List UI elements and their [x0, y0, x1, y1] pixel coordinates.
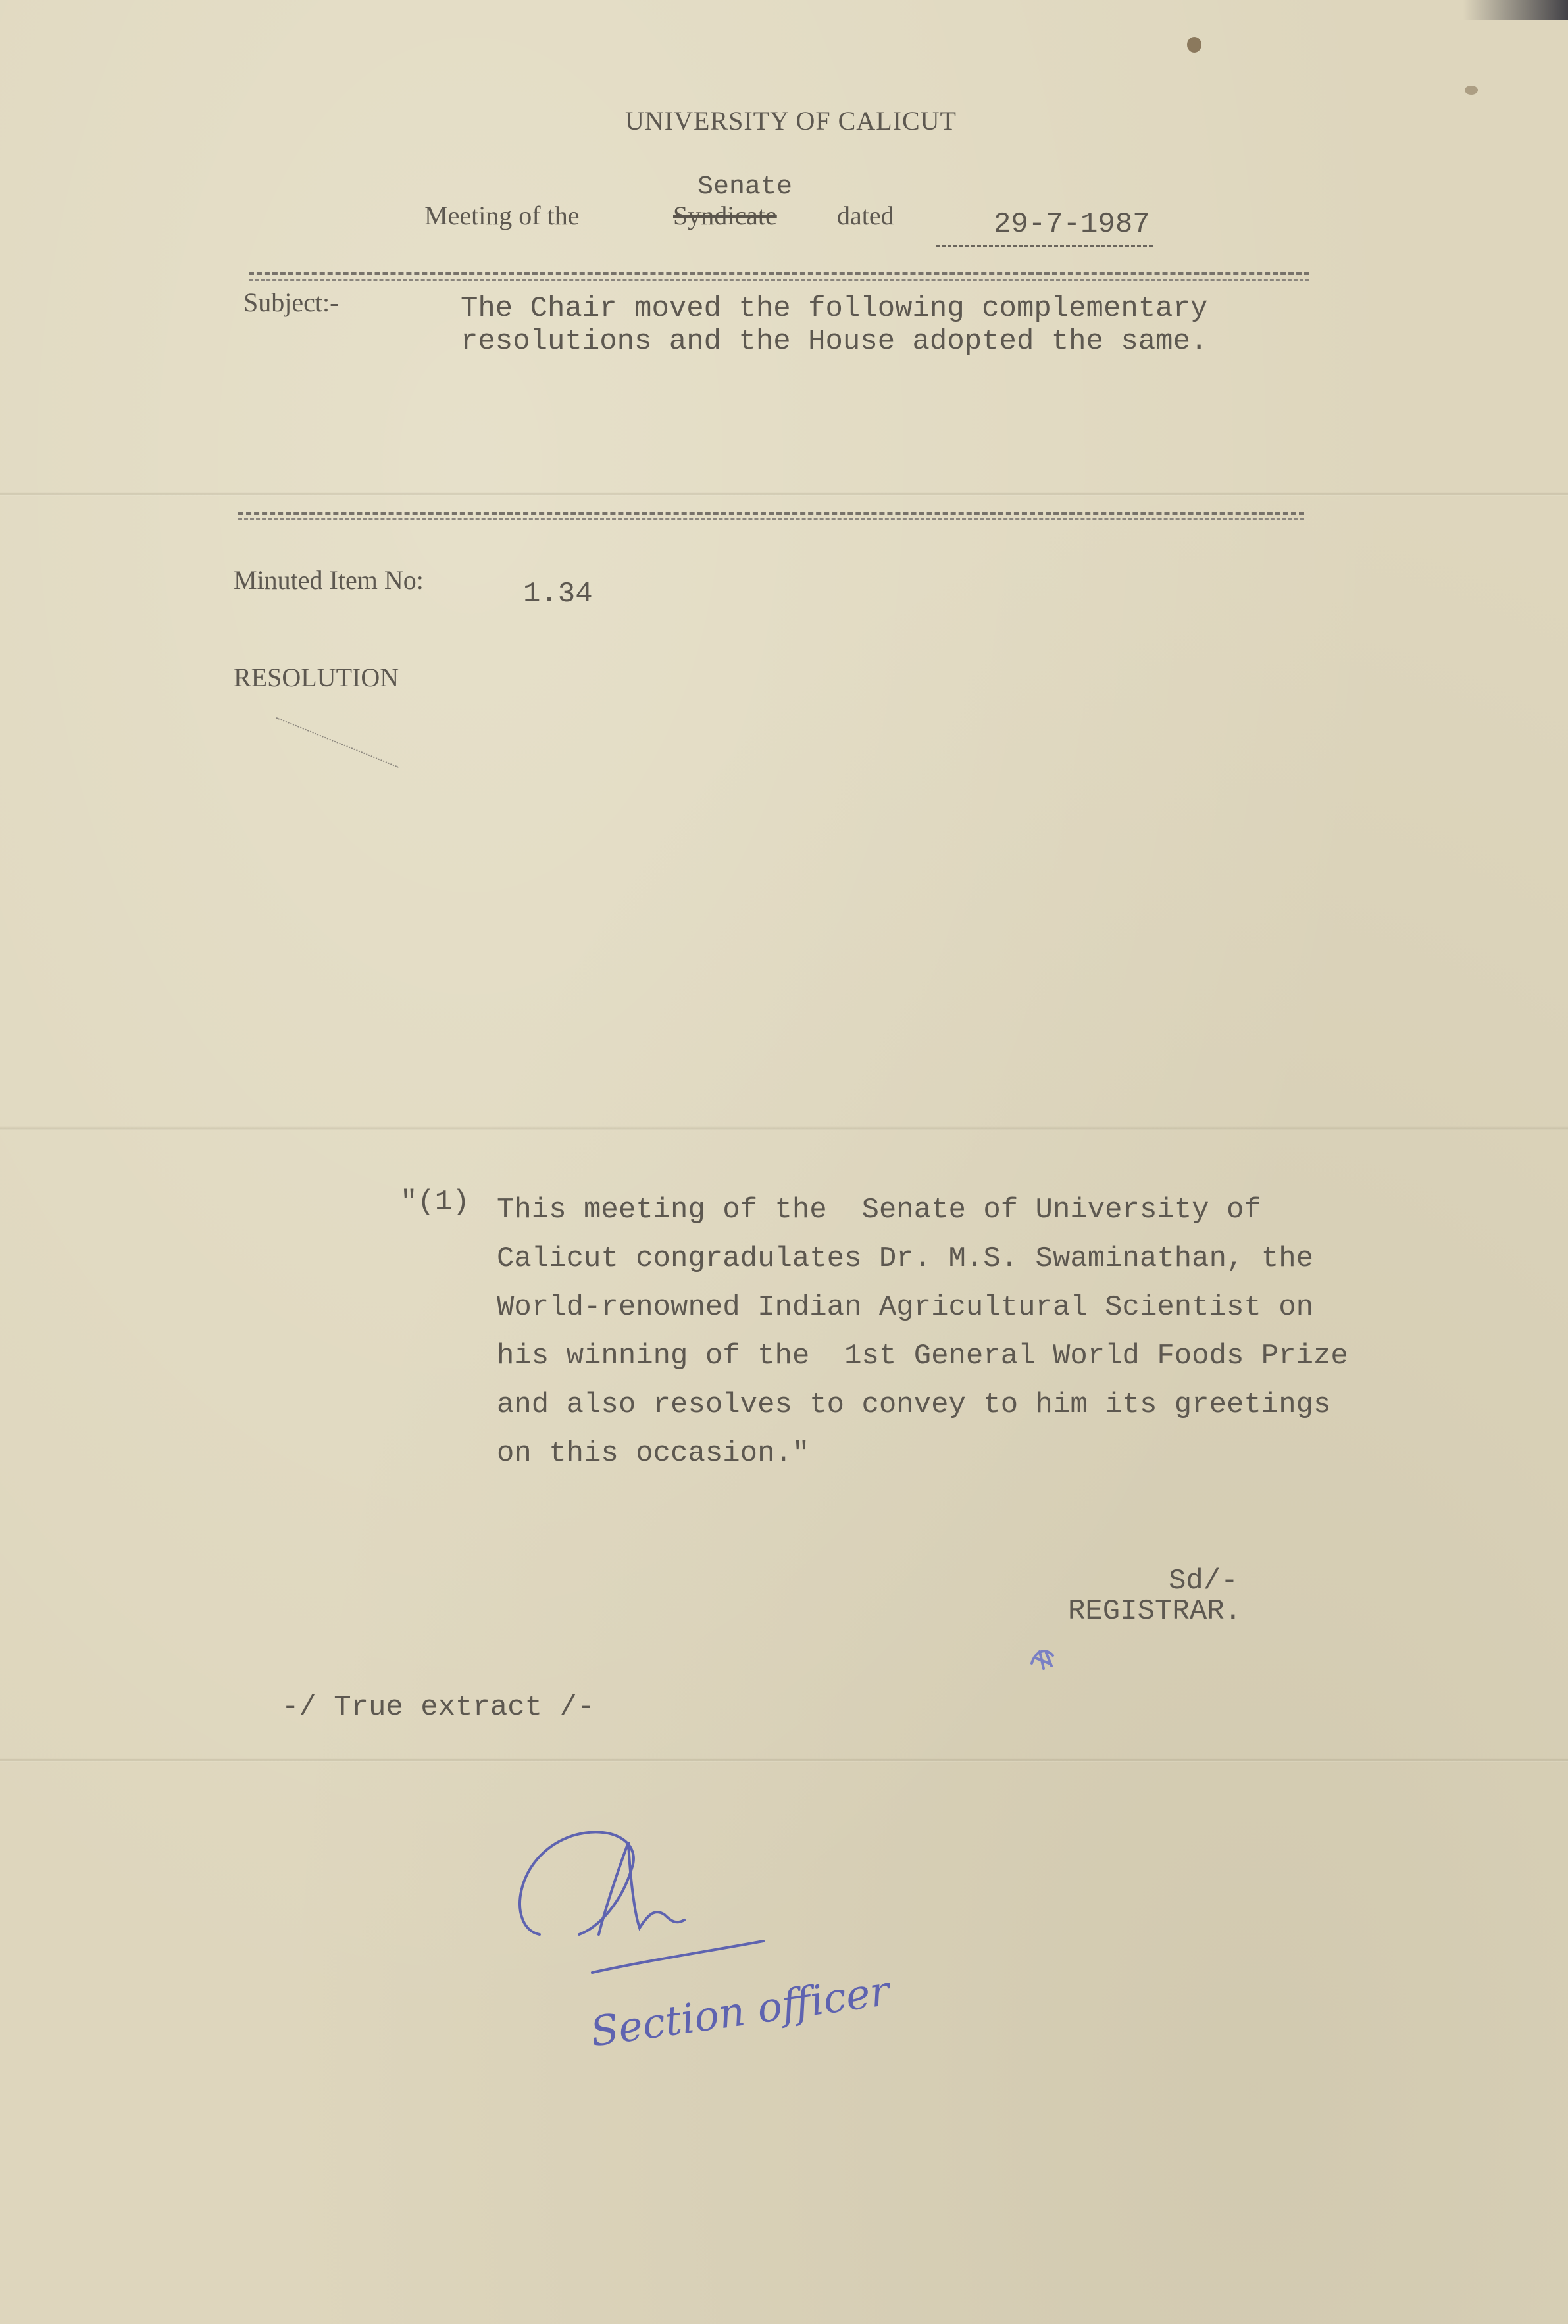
handwritten-signature-icon	[500, 1816, 776, 1981]
paper-stain	[1465, 86, 1478, 95]
ink-smudge-icon	[1026, 1644, 1059, 1674]
resolution-line: his winning of the 1st General World Foods Prize	[497, 1340, 1348, 1373]
paper-fold-line	[0, 1126, 1568, 1130]
resolution-line: and also resolves to convey to him its greetings	[497, 1388, 1331, 1421]
resolution-line: on this occasion."	[497, 1437, 810, 1470]
resolution-text	[497, 1186, 1348, 1478]
university-title: UNIVERSITY OF CALICUT	[625, 106, 957, 136]
scan-edge-shadow	[1463, 0, 1568, 20]
registrar-title: REGISTRAR.	[1068, 1595, 1242, 1628]
date-underline	[936, 245, 1153, 247]
resolution-line: This meeting of the Senate of University of	[497, 1194, 1261, 1226]
minuted-item-label: Minuted Item No:	[234, 565, 424, 595]
subject-line: The Chair moved the following complementary	[461, 292, 1208, 325]
resolution-number: "(1)	[400, 1186, 470, 1219]
meeting-label: Meeting of the	[424, 201, 580, 230]
minuted-item-number: 1.34	[523, 578, 593, 611]
meeting-body-inserted: Senate	[697, 172, 793, 202]
signed-mark: Sd/-	[1169, 1565, 1238, 1598]
pencil-mark	[276, 717, 399, 768]
meeting-date: 29-7-1987	[994, 208, 1150, 241]
meeting-body-struck: Syndicate	[673, 201, 777, 230]
paper-stain	[1187, 37, 1201, 53]
subject-divider	[238, 512, 1304, 515]
dated-label: dated	[837, 201, 894, 230]
subject-text	[461, 292, 1207, 358]
header-divider	[249, 272, 1309, 275]
resolution-line: Calicut congradulates Dr. M.S. Swaminathan, the	[497, 1242, 1314, 1275]
resolution-heading: RESOLUTION	[234, 663, 399, 692]
paper-fold-line	[0, 492, 1568, 496]
true-extract-label: -/ True extract /-	[282, 1691, 595, 1724]
handwritten-designation: Section officer	[587, 1966, 893, 2056]
paper-fold-line	[0, 1758, 1568, 1762]
resolution-line: World-renowned Indian Agricultural Scientist on	[497, 1291, 1314, 1324]
subject-label: Subject:-	[243, 288, 339, 317]
subject-line: resolutions and the House adopted the same.	[461, 325, 1208, 358]
